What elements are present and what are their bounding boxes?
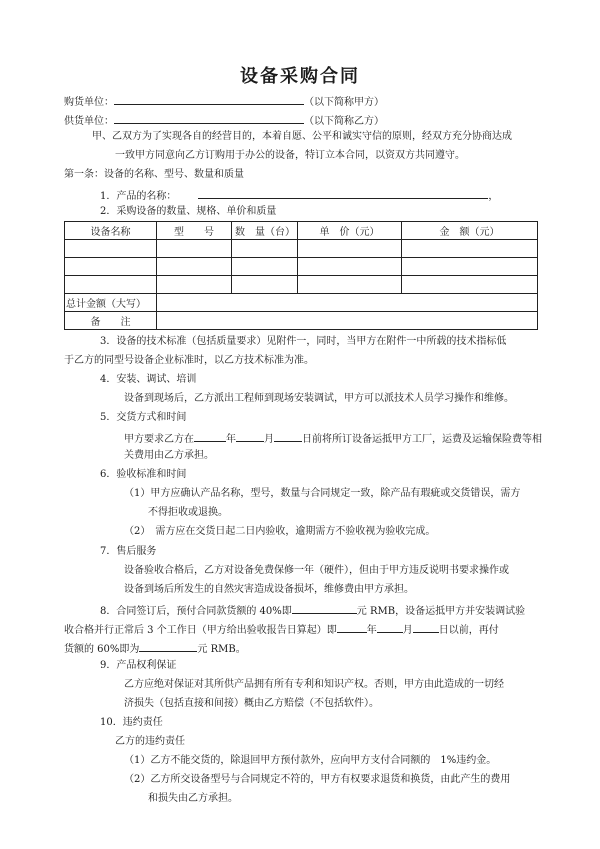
payment-year-blank[interactable]	[337, 621, 367, 633]
product-name-end: ，	[488, 191, 499, 202]
section-8-text-f: 元 RMB。	[197, 644, 246, 655]
table-cell[interactable]	[298, 240, 402, 258]
section-6-item-1-line-2: 不得拒收或退换。	[148, 507, 228, 518]
section-7-line-2: 设备到场后所发生的自然灾害造成设备损坏，维修费由甲方承担。	[124, 584, 414, 595]
table-cell[interactable]	[157, 258, 232, 276]
section-10-item-1: （1）乙方不能交货的，除退回甲方预付款外，应向甲方支付合同额的 1%违约金。	[124, 755, 497, 766]
total-amount-cell[interactable]	[157, 294, 538, 312]
table-cell[interactable]	[65, 258, 157, 276]
table-cell[interactable]	[232, 240, 298, 258]
table-cell[interactable]	[232, 276, 298, 294]
section-3-line-1: 3．设备的技术标准（包括质量要求）见附件一，同时，当甲方在附件一中所载的技术指标低	[100, 336, 507, 347]
section-8-text-a: 8．合同签订后，预付合同款货额的 40%即	[100, 606, 292, 617]
section-7-heading: 7．售后服务	[100, 546, 157, 557]
section-8-line-3	[64, 640, 246, 657]
table-cell[interactable]	[298, 258, 402, 276]
section-3-line-2: 于乙方的同型号设备企业标准时，以乙方技术标准为准。	[64, 355, 314, 366]
section-6-item-1-line-1: （1）甲方应确认产品名称，型号，数量与合同规定一致，除产品有瑕疵或交货错误，需方	[124, 488, 521, 499]
remark-cell[interactable]	[157, 312, 538, 330]
table-cell[interactable]	[157, 240, 232, 258]
table-cell[interactable]	[65, 276, 157, 294]
section-9-heading: 9．产品权利保证	[100, 660, 177, 671]
section-8-line-2	[64, 621, 499, 638]
intro-line-1: 甲、乙双方为了实现各自的经营目的，本着自愿、公平和诚实守信的原则，经双方充分协商达成	[92, 131, 512, 142]
seller-label: 供货单位：	[64, 116, 114, 127]
year-label: 年	[226, 434, 236, 445]
table-cell[interactable]	[157, 276, 232, 294]
table-header-row	[65, 222, 538, 240]
section-5-text-b: 日前将所订设备运抵甲方工厂，运费及运输保险费等相	[302, 434, 542, 445]
header-equipment-name: 设备名称	[65, 222, 157, 240]
prepayment-amount-blank[interactable]	[292, 602, 357, 614]
section-10-subheading: 乙方的违约责任	[115, 736, 185, 747]
section-4-heading: 4．安装、调试、培训	[100, 374, 197, 385]
month-label: 月	[264, 434, 274, 445]
equipment-table	[64, 221, 538, 330]
table-cell[interactable]	[65, 240, 157, 258]
section-5-line-2: 关费用由乙方承担。	[124, 450, 214, 461]
buyer-label: 购货单位：	[64, 97, 114, 108]
section-5-line-1	[124, 430, 542, 447]
delivery-year-blank[interactable]	[194, 430, 226, 442]
section-10-item-2-line-1: （2）乙方所交设备型号与合同规定不符的，甲方有权要求退货和换货，由此产生的费用	[124, 774, 511, 785]
table-cell[interactable]	[298, 276, 402, 294]
table-cell[interactable]	[402, 276, 538, 294]
section-6-heading: 6．验收标准和时间	[100, 469, 187, 480]
section-9-line-1: 乙方应绝对保证对其所供产品拥有所有专利和知识产权。否则，甲方由此造成的一切经	[124, 679, 504, 690]
product-name-blank[interactable]	[198, 187, 488, 199]
table-cell[interactable]	[402, 240, 538, 258]
remark-label: 备 注	[65, 312, 157, 330]
table-cell[interactable]	[402, 258, 538, 276]
payment-month-label: 月	[402, 625, 413, 636]
seller-blank[interactable]	[114, 112, 304, 124]
section-7-line-1: 设备验收合格后，乙方对设备免费保修一年（硬件），但由于甲方违反说明书要求操作或	[124, 565, 509, 576]
table-remark-row	[65, 312, 538, 330]
delivery-day-blank[interactable]	[274, 430, 302, 442]
balance-amount-blank[interactable]	[139, 640, 197, 652]
table-row	[65, 240, 538, 258]
article-1-heading: 第一条：设备的名称、型号、数量和质量	[64, 169, 244, 180]
table-row	[65, 276, 538, 294]
header-quantity: 数 量（台）	[232, 222, 298, 240]
buyer-note: （以下简称甲方）	[304, 97, 384, 108]
table-cell[interactable]	[232, 258, 298, 276]
seller-note: （以下简称乙方）	[304, 116, 384, 127]
total-amount-label: 总计金额（大写）	[65, 294, 157, 312]
intro-line-2: 一致甲方同意向乙方订购用于办公的设备，特订立本合同，以资双方共同遵守。	[115, 150, 465, 161]
header-unit-price: 单 价（元）	[298, 222, 402, 240]
section-8-text-b: 元 RMB，设备运抵甲方并安装调试验	[356, 606, 526, 617]
seller-line	[64, 112, 384, 129]
payment-day-blank[interactable]	[413, 621, 439, 633]
header-amount: 金 额（元）	[402, 222, 538, 240]
section-8-text-e: 货额的 60%即为	[64, 644, 140, 655]
buyer-line	[64, 93, 384, 110]
section-10-heading: 10．违约责任	[100, 717, 163, 728]
section-6-item-2: （2） 需方应在交货日起二日内验收，逾期需方不验收视为验收完成。	[124, 526, 436, 537]
section-5-heading: 5．交货方式和时间	[100, 412, 187, 423]
section-5-text-a: 甲方要求乙方在	[124, 434, 194, 445]
section-10-item-2-line-2: 和损失由乙方承担。	[148, 793, 238, 804]
product-name-line	[100, 187, 498, 204]
document-title: 设备采购合同	[240, 66, 360, 87]
table-row	[65, 258, 538, 276]
section-4-body: 设备到现场后，乙方派出工程师到现场安装调试，甲方可以派技术人员学习操作和维修。	[124, 393, 514, 404]
buyer-blank[interactable]	[114, 93, 304, 105]
section-8-line-1	[100, 602, 525, 619]
delivery-month-blank[interactable]	[236, 430, 264, 442]
header-model: 型 号	[157, 222, 232, 240]
table-total-row	[65, 294, 538, 312]
product-name-label: 1．产品的名称：	[100, 191, 177, 202]
section-8-text-c: 收合格并行正常后 3 个工作日（甲方给出验收报告日算起）即	[64, 625, 337, 636]
payment-month-blank[interactable]	[377, 621, 403, 633]
section-9-line-2: 济损失（包括直接和间接）概由乙方赔偿（不包括软件）。	[124, 698, 379, 709]
section-8-text-d: 日以前，再付	[438, 625, 499, 636]
section-2-heading: 2．采购设备的数量、规格、单价和质量	[100, 206, 277, 217]
payment-year-label: 年	[366, 625, 377, 636]
